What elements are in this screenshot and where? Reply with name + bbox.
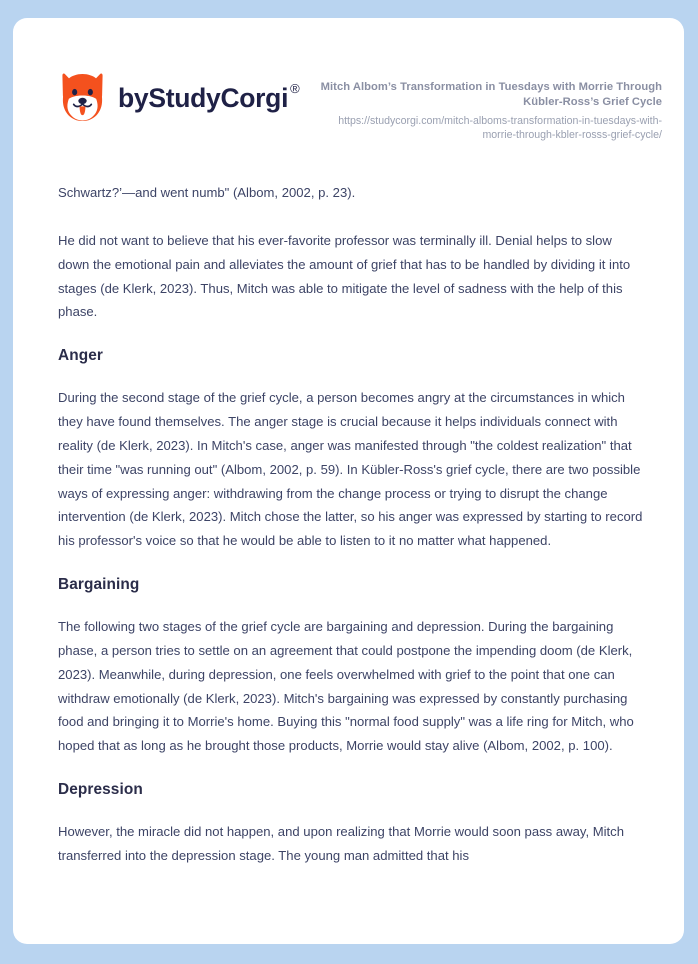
section-paragraph-depression: However, the miracle did not happen, and upon realizing that Morrie would soon pass away, Mitch transferred into the depression stage. The young man admitted that his <box>58 824 625 863</box>
document-sheet <box>13 18 684 944</box>
brand-prefix: by <box>118 82 149 113</box>
section-heading-depression: Depression <box>58 781 143 799</box>
document-body <box>13 181 684 868</box>
paragraph-denial: He did not want to believe that his ever-favorite professor was terminally ill. Denial helps to slow down the emotional pain and alleviates the amount of grief that has to be handled by dividing it into stages (de Klerk, 2023). Thus, Mitch was able to mitigate the level of sadness with the help of this phase. <box>58 232 631 320</box>
document-header <box>13 18 684 142</box>
section-paragraph-bargaining: The following two stages of the grief cycle are bargaining and depression. During the bargaining phase, a person tries to settle on an agreement that could postpone the impending doom (de Klerk, 2023). Meanwhile, during depression, one feels overwhelmed with grief to the point that one can withdraw emotionally (de Klerk, 2023). Mitch's bargaining was expressed by constantly purchasing food and bringing it to Morrie's home. Buying this "normal food supply" was a life ring for Mitch, who hoped that as long as he brought those products, Morrie would stay alive (Albom, 2002, p. 100). <box>58 619 634 754</box>
section-paragraph-anger: During the second stage of the grief cycle, a person becomes angry at the circumstances in which they have found themselves. The anger stage is crucial because it helps individuals connect with reality (de Klerk, 2023). In Mitch's case, anger was manifested through "the coldest realization" that their time "was running out" (Albom, 2002, p. 59). In Kübler-Ross's grief cycle, there are two possible ways of expressing anger: withdrawing from the change process or trying to disrupt the change intervention (de Klerk, 2023). Mitch chose the latter, so his anger was expressed by starting to record his professor's voice so that he would be able to listen to it no matter what happened. <box>58 390 643 549</box>
brand-logo <box>58 62 299 124</box>
page-title: Mitch Albom’s Transformation in Tuesdays with Morrie Through Kübler-Ross’s Grief Cycle <box>320 81 662 108</box>
section-depression <box>58 780 644 868</box>
brand-name: StudyCorgi <box>148 82 289 113</box>
paragraph-continued: Schwartz?’—and went numb" (Albom, 2002, p. 23). <box>58 185 356 201</box>
document-meta <box>317 62 662 142</box>
registered-trademark-icon: ® <box>290 80 300 96</box>
section-bargaining <box>58 575 644 758</box>
brand-wordmark <box>118 80 300 113</box>
source-url: https://studycorgi.com/mitch-alboms-transformation-in-tuesdays-with-morrie-through-kbler-rosss-grief-cycle/ <box>338 114 662 141</box>
corgi-head-icon <box>58 72 107 124</box>
section-anger <box>58 346 644 553</box>
section-heading-anger: Anger <box>58 347 103 365</box>
section-heading-bargaining: Bargaining <box>58 576 140 594</box>
